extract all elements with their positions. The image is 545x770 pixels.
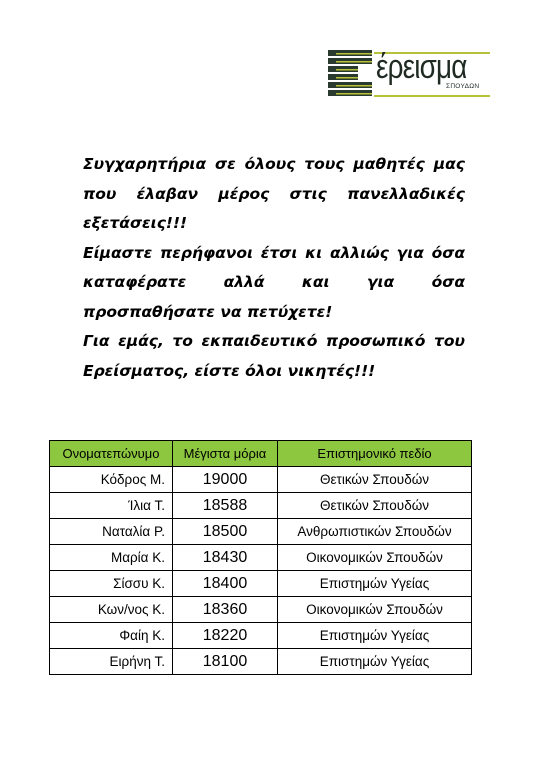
student-name: Κόδρος Μ. [50, 467, 173, 493]
student-field: Επιστημών Υγείας [278, 571, 472, 597]
table-row [50, 623, 472, 649]
table-row [50, 597, 472, 623]
student-name: Ειρήνη Τ. [50, 649, 173, 675]
student-name: Κων/νος Κ. [50, 597, 173, 623]
table-row [50, 493, 472, 519]
student-score: 18100 [173, 649, 278, 675]
student-field: Επιστημών Υγείας [278, 649, 472, 675]
table-row [50, 571, 472, 597]
student-name: Ναταλία Ρ. [50, 519, 173, 545]
congratulations-message [83, 150, 465, 386]
table-row [50, 467, 472, 493]
student-field: Οικονομικών Σπουδών [278, 597, 472, 623]
student-score: 18500 [173, 519, 278, 545]
logo-mark-icon [328, 50, 372, 98]
student-name: Μαρία Κ. [50, 545, 173, 571]
table-row [50, 519, 472, 545]
student-score: 18430 [173, 545, 278, 571]
results-table [49, 440, 472, 675]
student-score: 18588 [173, 493, 278, 519]
message-paragraph: Συγχαρητήρια σε όλους τους μαθητές μας που έλαβαν μέρος στις πανελλαδικές εξετάσεις!!! [83, 155, 465, 232]
message-paragraph: Για εμάς, το εκπαιδευτικό προσωπικό του Ερείσματος, είστε όλοι νικητές!!! [83, 332, 465, 380]
student-score: 18400 [173, 571, 278, 597]
table-row [50, 649, 472, 675]
student-field: Οικονομικών Σπουδών [278, 545, 472, 571]
student-name: Ίλια Τ. [50, 493, 173, 519]
student-name: Φαίη Κ. [50, 623, 173, 649]
student-score: 19000 [173, 467, 278, 493]
table-header-row [50, 441, 472, 467]
logo-subtitle: ΣΠΟΥΔΩΝ [446, 83, 480, 90]
header-name: Ονοματεπώνυμο [50, 441, 173, 467]
student-score: 18220 [173, 623, 278, 649]
logo-bottom-line [374, 95, 490, 97]
student-field: Επιστημών Υγείας [278, 623, 472, 649]
student-name: Σίσσυ Κ. [50, 571, 173, 597]
company-logo [328, 46, 490, 102]
header-score: Μέγιστα μόρια [173, 441, 278, 467]
table-row [50, 545, 472, 571]
header-field: Επιστημονικό πεδίο [278, 441, 472, 467]
student-field: Θετικών Σπουδών [278, 493, 472, 519]
student-field: Θετικών Σπουδών [278, 467, 472, 493]
logo-name: έρεισμα [376, 48, 467, 86]
student-field: Ανθρωπιστικών Σπουδών [278, 519, 472, 545]
message-paragraph: Είμαστε περήφανοι έτσι κι αλλιώς για όσα καταφέρατε αλλά και για όσα προσπαθήσατε να πετύχετε! [83, 243, 465, 321]
student-score: 18360 [173, 597, 278, 623]
